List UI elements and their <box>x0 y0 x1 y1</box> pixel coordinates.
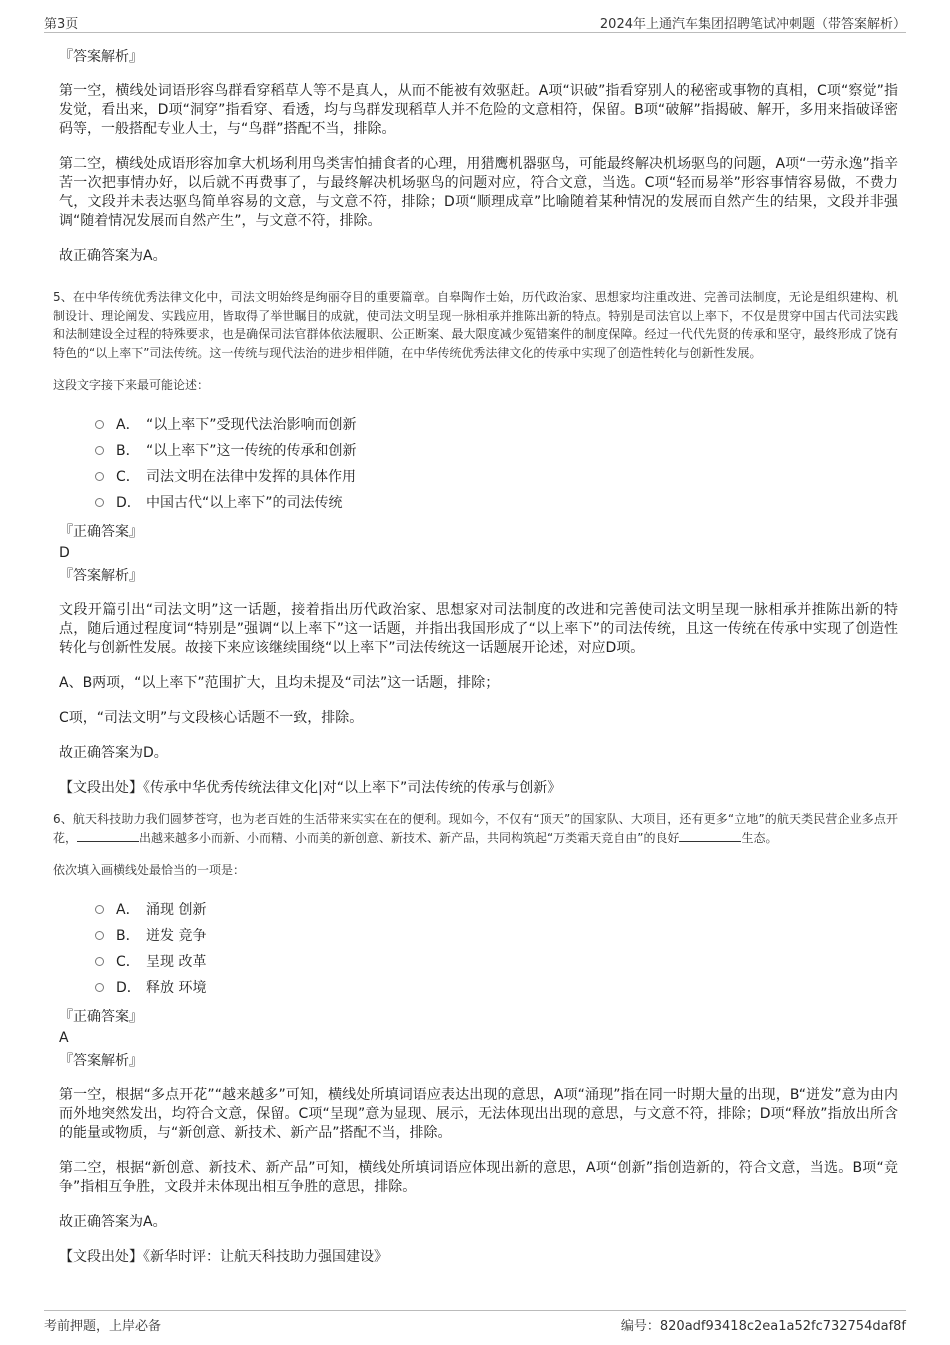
analysis-conclusion: 故正确答案为D。 <box>59 745 168 761</box>
option-letter: A． <box>116 417 140 433</box>
analysis-paragraph: A、B两项，“以上率下”范围扩大，且均未提及“司法”这一话题，排除； <box>59 675 500 691</box>
radio-button[interactable] <box>95 957 104 966</box>
analysis-paragraph: 第一空，根据“多点开花”“越来越多”可知，横线处所填词语应表达出现的意思，A项“涌现”指在同一时期大量的出现，B“迸发”意为由内而外地突然发出，均符合文意，保留。C项“呈现”意为显现、展示，无法体现出出现的意思，与文意不符，排除；D项“释放”指放出所含的能量或物质，与“新创意、新技术、新产品”搭配不当，排除。 <box>59 1087 898 1141</box>
option-letter: D． <box>116 495 141 511</box>
radio-button[interactable] <box>95 446 104 455</box>
option-text: 呈现 改革 <box>146 954 207 970</box>
analysis-paragraph: 第一空，横线处词语形容鸟群看穿稻草人等不是真人，从而不能被有效驱赶。A项“识破”指看穿别人的秘密或事物的真相，C项“察觉”指发觉，看出来，D项“洞穿”指看穿、看透，均与鸟群发现稻草人并不危险的文意相符，保留。B项“破解”指揭破、解开，多用来指破译密码等，一般搭配专业人士，与“鸟群”搭配不当，排除。 <box>59 83 898 137</box>
question-6-text-part: 出越来越多小而新、小而精、小而美的新创意、新技术、新产品，共同构筑起“万类霜天竞自由”的良好 <box>139 830 680 845</box>
radio-button[interactable] <box>95 905 104 914</box>
analysis-label: 『答案解析』 <box>59 1053 143 1069</box>
page-footer <box>44 1310 906 1335</box>
fill-blank-1 <box>77 829 139 842</box>
analysis-label: 『答案解析』 <box>59 49 143 65</box>
option-text: “以上率下”这一传统的传承和创新 <box>146 443 357 459</box>
radio-button[interactable] <box>95 983 104 992</box>
radio-button[interactable] <box>95 498 104 507</box>
fill-blank-2 <box>679 829 741 842</box>
radio-button[interactable] <box>95 931 104 940</box>
analysis-conclusion: 故正确答案为A。 <box>59 248 167 264</box>
document-title: 2024年上通汽车集团招聘笔试冲刺题（带答案解析） <box>599 17 906 32</box>
option-d[interactable] <box>95 489 898 515</box>
option-text: 司法文明在法律中发挥的具体作用 <box>146 469 356 485</box>
option-text: “以上率下”受现代法治影响而创新 <box>146 417 357 433</box>
question-6-prompt: 依次填入画横线处最恰当的一项是： <box>53 863 246 877</box>
correct-answer-label: 『正确答案』 <box>59 1009 143 1025</box>
analysis-conclusion: 故正确答案为A。 <box>59 1214 167 1230</box>
question-6-text-part: 6、航天科技助力我们圆梦苍穹，也为老百姓的生活带来实实在在的便利。现如今，不仅有“顶天”的国家队、大项目，还有更多“立地”的航天类民营企业多点开花， <box>53 812 898 845</box>
document-id: 编号：820adf93418c2ea1a52fc732754daf8f <box>620 1319 906 1334</box>
question-6-text <box>53 810 898 847</box>
option-text: 中国古代“以上率下”的司法传统 <box>146 495 343 511</box>
question-5-options <box>57 411 898 515</box>
option-b[interactable] <box>95 437 898 463</box>
analysis-paragraph: 第二空，横线处成语形容加拿大机场利用鸟类害怕捕食者的心理，用猎鹰机器驱鸟，可能最终解决机场驱鸟的问题，A项“一劳永逸”指辛苦一次把事情办好，以后就不再费事了，与最终解决机场驱鸟的问题对应，符合文意，当选。C项“轻而易举”形容事情容易做，不费力气，文段并未表达驱鸟简单容易的文意，与文意不符，排除；D项“顺理成章”比喻随着某种情况的发展而自然产生的结果，文段并非强调“随着情况发展而自然产生”，与文意不符，排除。 <box>59 156 898 229</box>
question-5-prompt: 这段文字接下来最可能论述： <box>53 378 210 392</box>
option-text: 迸发 竞争 <box>146 928 207 944</box>
question-6-text-part: 生态。 <box>741 830 778 845</box>
radio-button[interactable] <box>95 420 104 429</box>
option-letter: B． <box>116 928 140 944</box>
text-source: 【文段出处】《新华时评：让航天科技助力强国建设》 <box>59 1249 388 1265</box>
page-header <box>44 10 906 33</box>
question-6-options <box>57 896 898 1000</box>
option-b[interactable] <box>95 922 898 948</box>
question-5-text: 5、在中华传统优秀法律文化中，司法文明始终是绚丽夺目的重要篇章。自皋陶作士始，历代政治家、思想家均注重改进、完善司法制度，无论是组织建构、机制设计、理论阐发、实践应用，皆取得了举世瞩目的成就，使司法文明呈现一脉相承并推陈出新的特点。特别是司法官以上率下，不仅是贯穿中国古代司法实践和法制建设全过程的特殊要求，也是确保司法官群体依法履职、公正断案、最大限度减少冤错案件的制度保障。经过一代代先贤的传承和坚守，最终形成了饶有特色的“以上率下”司法传统。这一传统与现代法治的进步相伴随，在中华传统优秀法律文化的传承中实现了创造性转化与创新性发展。 <box>53 290 898 360</box>
analysis-paragraph: 第二空，根据“新创意、新技术、新产品”可知，横线处所填词语应体现出新的意思，A项“创新”指创造新的，符合文意，当选。B项“竞争”指相互争胜，文段并未体现出相互争胜的意思，排除。 <box>59 1160 898 1195</box>
correct-answer: D <box>59 545 70 561</box>
page-number: 第3页 <box>44 17 79 32</box>
radio-button[interactable] <box>95 472 104 481</box>
option-c[interactable] <box>95 948 898 974</box>
option-a[interactable] <box>95 411 898 437</box>
option-letter: C． <box>116 469 140 485</box>
option-text: 释放 环境 <box>146 980 207 996</box>
option-text: 涌现 创新 <box>146 902 207 918</box>
page-content <box>53 40 898 1283</box>
correct-answer: A <box>59 1030 69 1046</box>
option-letter: B． <box>116 443 140 459</box>
footer-slogan: 考前押题，上岸必备 <box>44 1319 162 1334</box>
text-source: 【文段出处】《传承中华优秀传统法律文化|对“以上率下”司法传统的传承与创新》 <box>59 780 562 796</box>
analysis-label: 『答案解析』 <box>59 568 143 584</box>
option-c[interactable] <box>95 463 898 489</box>
correct-answer-label: 『正确答案』 <box>59 524 143 540</box>
option-d[interactable] <box>95 974 898 1000</box>
analysis-paragraph: C项，“司法文明”与文段核心话题不一致，排除。 <box>59 710 364 726</box>
analysis-paragraph: 文段开篇引出“司法文明”这一话题，接着指出历代政治家、思想家对司法制度的改进和完善使司法文明呈现一脉相承并推陈出新的特点，随后通过程度词“特别是”强调“以上率下”这一话题，并指出我国形成了“以上率下”的司法传统，且这一传统在传承中实现了创造性转化与创新性发展。故接下来应该继续围绕“以上率下”司法传统这一话题展开论述，对应D项。 <box>59 602 898 656</box>
option-a[interactable] <box>95 896 898 922</box>
option-letter: D． <box>116 980 141 996</box>
option-letter: C． <box>116 954 140 970</box>
option-letter: A． <box>116 902 140 918</box>
